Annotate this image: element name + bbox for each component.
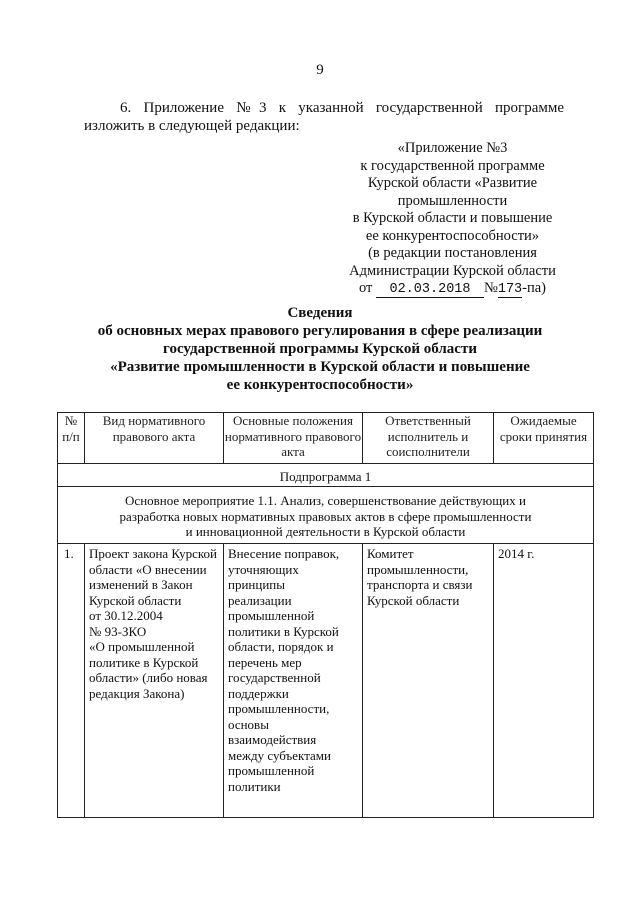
number-prefix: № — [484, 280, 498, 296]
cell-line: редакция Закона) — [89, 685, 185, 701]
instruction-paragraph — [84, 99, 564, 135]
appendix-line: промышленности — [397, 192, 508, 209]
basic-measure-row — [58, 487, 594, 544]
cell-line: между субъектами — [228, 747, 331, 763]
appendix-line: ее конкурентоспособности» — [365, 227, 540, 244]
row-act-type — [85, 544, 224, 818]
cell-line: Внесение поправок, — [228, 546, 340, 561]
appendix-date-line — [330, 280, 575, 298]
cell-line: уточняющих принципы — [228, 561, 299, 592]
cell-line: области» (либо новая — [89, 670, 208, 685]
heading-line: Сведения — [287, 305, 353, 321]
decree-date: 02.03.2018 — [389, 282, 471, 297]
heading-line: ее конкурентоспособности» — [226, 377, 414, 393]
cell-line: Курской области — [367, 592, 460, 608]
header-act-type: Вид нормативного правового акта — [85, 413, 224, 464]
cell-line: Проект закона Курской — [89, 546, 218, 561]
cell-line: перечень мер — [228, 654, 302, 670]
appendix-header — [330, 140, 575, 298]
cell-line: политики в Курской — [228, 623, 339, 639]
header-deadline: Ожидаемые сроки принятия — [494, 413, 594, 464]
cell-line: транспорта и связи — [367, 577, 473, 592]
appendix-line: «Приложение №3 — [397, 140, 508, 156]
subprogram-title: Подпрограмма 1 — [58, 464, 594, 487]
cell-line: промышленной — [228, 608, 315, 623]
row-number: 1. — [58, 544, 85, 818]
number-suffix: -па) — [522, 280, 547, 296]
instruction-line-1: 6. Приложение №3 к указанной государственной программе — [120, 100, 564, 116]
cell-line: «О промышленной — [89, 639, 195, 654]
appendix-line: Администрации Курской области — [349, 262, 556, 279]
cell-line: промышленности, — [367, 561, 469, 577]
date-prefix: от — [358, 280, 373, 296]
document-heading — [60, 304, 580, 394]
regulation-table — [57, 412, 594, 818]
cell-line: поддержки — [228, 685, 289, 701]
basic-measure-title: Основное мероприятие 1.1. Анализ, совершенствование действующих и разработка новых нормативных правовых актов в сфере промышленности и инновационной деятельности в Курской области — [58, 487, 594, 544]
heading-line: государственной программы Курской области — [163, 341, 477, 357]
cell-line: основы взаимодействия — [228, 716, 317, 747]
heading-line: об основных мерах правового регулирования в сфере реализации — [97, 323, 543, 339]
cell-line: Курской области — [89, 592, 182, 608]
appendix-line: в Курской области и повышение — [352, 210, 553, 226]
table-row — [58, 544, 594, 818]
cell-line: реализации — [228, 592, 292, 608]
row-provisions — [224, 544, 363, 818]
appendix-line: (в редакции постановления — [368, 245, 537, 261]
cell-line: области, порядок и — [228, 639, 334, 654]
header-executor: Ответственный исполнитель и соисполнители — [363, 413, 494, 464]
cell-line: государственной — [228, 670, 321, 685]
row-executor — [363, 544, 494, 818]
appendix-line: к государственной программе — [360, 157, 545, 174]
subprogram-row — [58, 464, 594, 487]
cell-line: области «О внесении — [89, 561, 207, 577]
cell-line: от 30.12.2004 — [89, 608, 163, 623]
cell-line: Комитет — [367, 546, 414, 561]
header-provisions: Основные положения нормативного правового акта — [224, 413, 363, 464]
row-deadline: 2014 г. — [494, 544, 594, 818]
page-number: 9 — [316, 62, 324, 78]
cell-line: изменений в Закон — [89, 577, 193, 592]
cell-line: политики — [228, 778, 281, 794]
instruction-line-2: изложить в следующей редакции: — [84, 118, 300, 134]
heading-line: «Развитие промышленности в Курской области и повышение — [110, 359, 530, 375]
appendix-line: Курской области «Развитие — [367, 175, 538, 191]
table-header-row — [58, 413, 594, 464]
cell-line: промышленной — [228, 763, 315, 778]
cell-line: № 93-ЗКО — [89, 623, 147, 639]
cell-line: политике в Курской — [89, 654, 199, 670]
decree-number: 173 — [497, 282, 523, 297]
header-number: № п/п — [58, 413, 85, 464]
cell-line: промышленности, — [228, 701, 330, 716]
